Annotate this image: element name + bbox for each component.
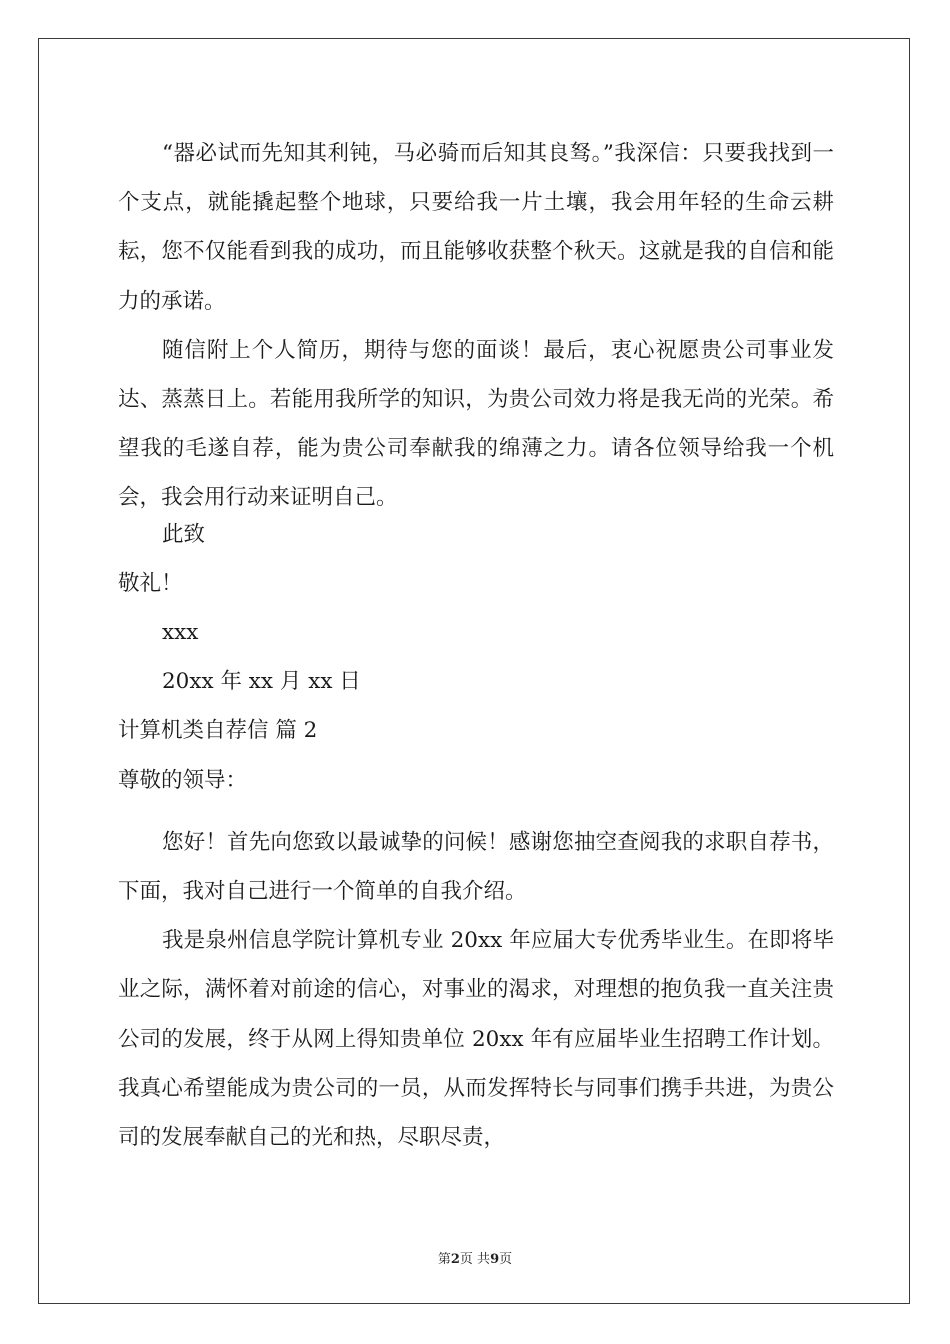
signature-date: 20xx 年 xx 月 xx 日	[162, 669, 361, 695]
page-footer	[0, 1248, 950, 1267]
paragraph-greeting: 您好！首先向您致以最诚挚的问候！感谢您抽空查阅我的求职自荐书，下面，我对自己进行一个简单的自我介绍。	[118, 829, 834, 904]
page-label-suffix: 页	[499, 1252, 513, 1267]
signature-name: xxx	[162, 620, 199, 645]
letter-body	[118, 129, 834, 1162]
greeting-text: 尊敬的领导：	[118, 767, 248, 793]
salute-text: 敬礼！	[118, 570, 183, 596]
page-total-number: 9	[490, 1252, 500, 1267]
page-label-prefix: 第	[437, 1252, 451, 1267]
section-title: 计算机类自荐信 篇 2	[118, 718, 318, 744]
paragraph-resume: 随信附上个人简历，期待与您的面谈！最后，衷心祝愿贵公司事业发达、蒸蒸日上。若能用我所学的知识，为贵公司效力将是我无尚的光荣。希望我的毛遂自荐，能为贵公司奉献我的绵薄之力。请各位领导给我一个机会，我会用行动来证明自己。	[118, 337, 834, 511]
paragraph-quote: “器必试而先知其利钝，马必骑而后知其良驽。”我深信：只要我找到一个支点，就能撬起整个地球，只要给我一片土壤，我会用年轻的生命云耕耘，您不仅能看到我的成功，而且能够收获整个秋天。这就是我的自信和能力的承诺。	[118, 141, 834, 314]
paragraph-introduction: 我是泉州信息学院计算机专业 20xx 年应届大专优秀毕业生。在即将毕业之际，满怀着对前途的信心，对事业的渴求，对理想的抱负我一直关注贵公司的发展，终于从网上得知贵单位 20xx 年有应届毕业生招聘工作计划。我真心希望能成为贵公司的一员，从而发挥特长与同事们携手共进，为贵公司的发展奉献自己的光和热，尽职尽责，	[118, 928, 834, 1150]
closing-text: 此致	[162, 521, 206, 547]
page-label-mid: 页 共	[459, 1252, 491, 1267]
page-current-number: 2	[450, 1252, 460, 1267]
